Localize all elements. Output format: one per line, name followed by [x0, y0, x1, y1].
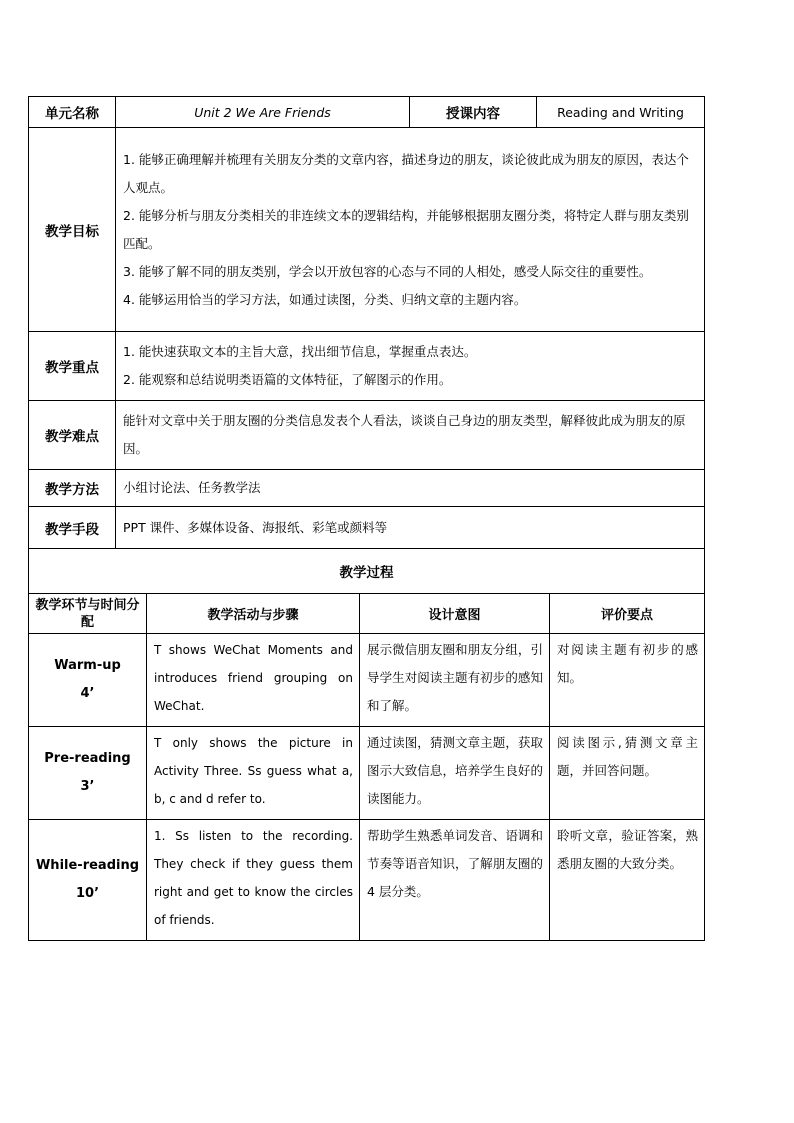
- objective-item: 3. 能够了解不同的朋友类别，学会以开放包容的心态与不同的人相处，感受人际交往的重要性。: [123, 263, 652, 279]
- key-points-content: [116, 332, 705, 401]
- methods-content: 小组讨论法、任务教学法: [116, 470, 705, 507]
- methods-label: 教学方法: [29, 470, 116, 507]
- difficulties-label: 教学难点: [29, 401, 116, 470]
- stage-cell: [29, 820, 147, 941]
- key-point-item: 2. 能观察和总结说明类语篇的文体特征，了解图示的作用。: [123, 372, 452, 387]
- stage-cell: [29, 727, 147, 820]
- methods-row: [29, 470, 705, 507]
- stage-name: While-reading: [35, 858, 140, 873]
- process-table: [28, 548, 705, 941]
- intent-cell: 帮助学生熟悉单词发音、语调和节奏等语音知识，了解朋友圈的 4 层分类。: [360, 820, 550, 941]
- stage-name: Warm-up: [54, 658, 121, 673]
- stage-time: 4’: [80, 686, 95, 701]
- difficulties-content: 能针对文章中关于朋友圈的分类信息发表个人看法，谈谈自己身边的朋友类型，解释彼此成为朋友的原因。: [116, 401, 705, 470]
- content-value: Reading and Writing: [537, 97, 705, 128]
- evaluation-cell: 对阅读主题有初步的感知。: [550, 634, 705, 727]
- lesson-plan: [28, 96, 704, 941]
- means-content: PPT 课件、多媒体设备、海报纸、彩笔或颜料等: [116, 507, 705, 549]
- stage-cell: [29, 634, 147, 727]
- column-header-activity: 教学活动与步骤: [147, 594, 360, 634]
- lesson-info-table: [28, 96, 705, 549]
- objective-item: 2. 能够分析与朋友分类相关的非连续文本的逻辑结构，并能够根据朋友圈分类，将特定人群与朋友类别匹配。: [123, 207, 689, 251]
- objective-item: 1. 能够正确理解并梳理有关朋友分类的文章内容，描述身边的朋友，谈论彼此成为朋友的原因，表达个人观点。: [123, 151, 689, 195]
- activity-cell: T shows WeChat Moments and introduces friend grouping on WeChat.: [147, 634, 360, 727]
- stage-time: 3’: [80, 779, 95, 794]
- key-points-label: 教学重点: [29, 332, 116, 401]
- unit-value: Unit 2 We Are Friends: [116, 97, 410, 128]
- content-label: 授课内容: [410, 97, 537, 128]
- means-row: [29, 507, 705, 549]
- header-row: [29, 97, 705, 128]
- activity-cell: 1. Ss listen to the recording. They check if they guess them right and get to know the circles of friends.: [147, 820, 360, 941]
- key-points-row: [29, 332, 705, 401]
- evaluation-cell: 聆听文章，验证答案，熟悉朋友圈的大致分类。: [550, 820, 705, 941]
- column-header-evaluation: 评价要点: [550, 594, 705, 634]
- unit-label: 单元名称: [29, 97, 116, 128]
- process-title-row: [29, 549, 705, 594]
- intent-cell: 通过读图，猜测文章主题，获取图示大致信息，培养学生良好的读图能力。: [360, 727, 550, 820]
- table-row: [29, 634, 705, 727]
- process-header-row: [29, 594, 705, 634]
- objectives-content: [116, 128, 705, 332]
- column-header-intent: 设计意图: [360, 594, 550, 634]
- difficulties-row: [29, 401, 705, 470]
- table-row: [29, 820, 705, 941]
- process-title: 教学过程: [29, 549, 705, 594]
- evaluation-cell: 阅读图示,猜测文章主题，并回答问题。: [550, 727, 705, 820]
- means-label: 教学手段: [29, 507, 116, 549]
- stage-name: Pre-reading: [44, 751, 131, 766]
- intent-cell: 展示微信朋友圈和朋友分组，引导学生对阅读主题有初步的感知和了解。: [360, 634, 550, 727]
- key-point-item: 1. 能快速获取文本的主旨大意，找出细节信息，掌握重点表达。: [123, 344, 477, 359]
- stage-time: 10’: [75, 886, 100, 901]
- objectives-row: [29, 128, 705, 332]
- objectives-label: 教学目标: [29, 128, 116, 332]
- column-header-stage: 教学环节与时间分配: [29, 594, 147, 634]
- activity-cell: T only shows the picture in Activity Three. Ss guess what a, b, c and d refer to.: [147, 727, 360, 820]
- objective-item: 4. 能够运用恰当的学习方法，如通过读图，分类、归纳文章的主题内容。: [123, 291, 527, 307]
- table-row: [29, 727, 705, 820]
